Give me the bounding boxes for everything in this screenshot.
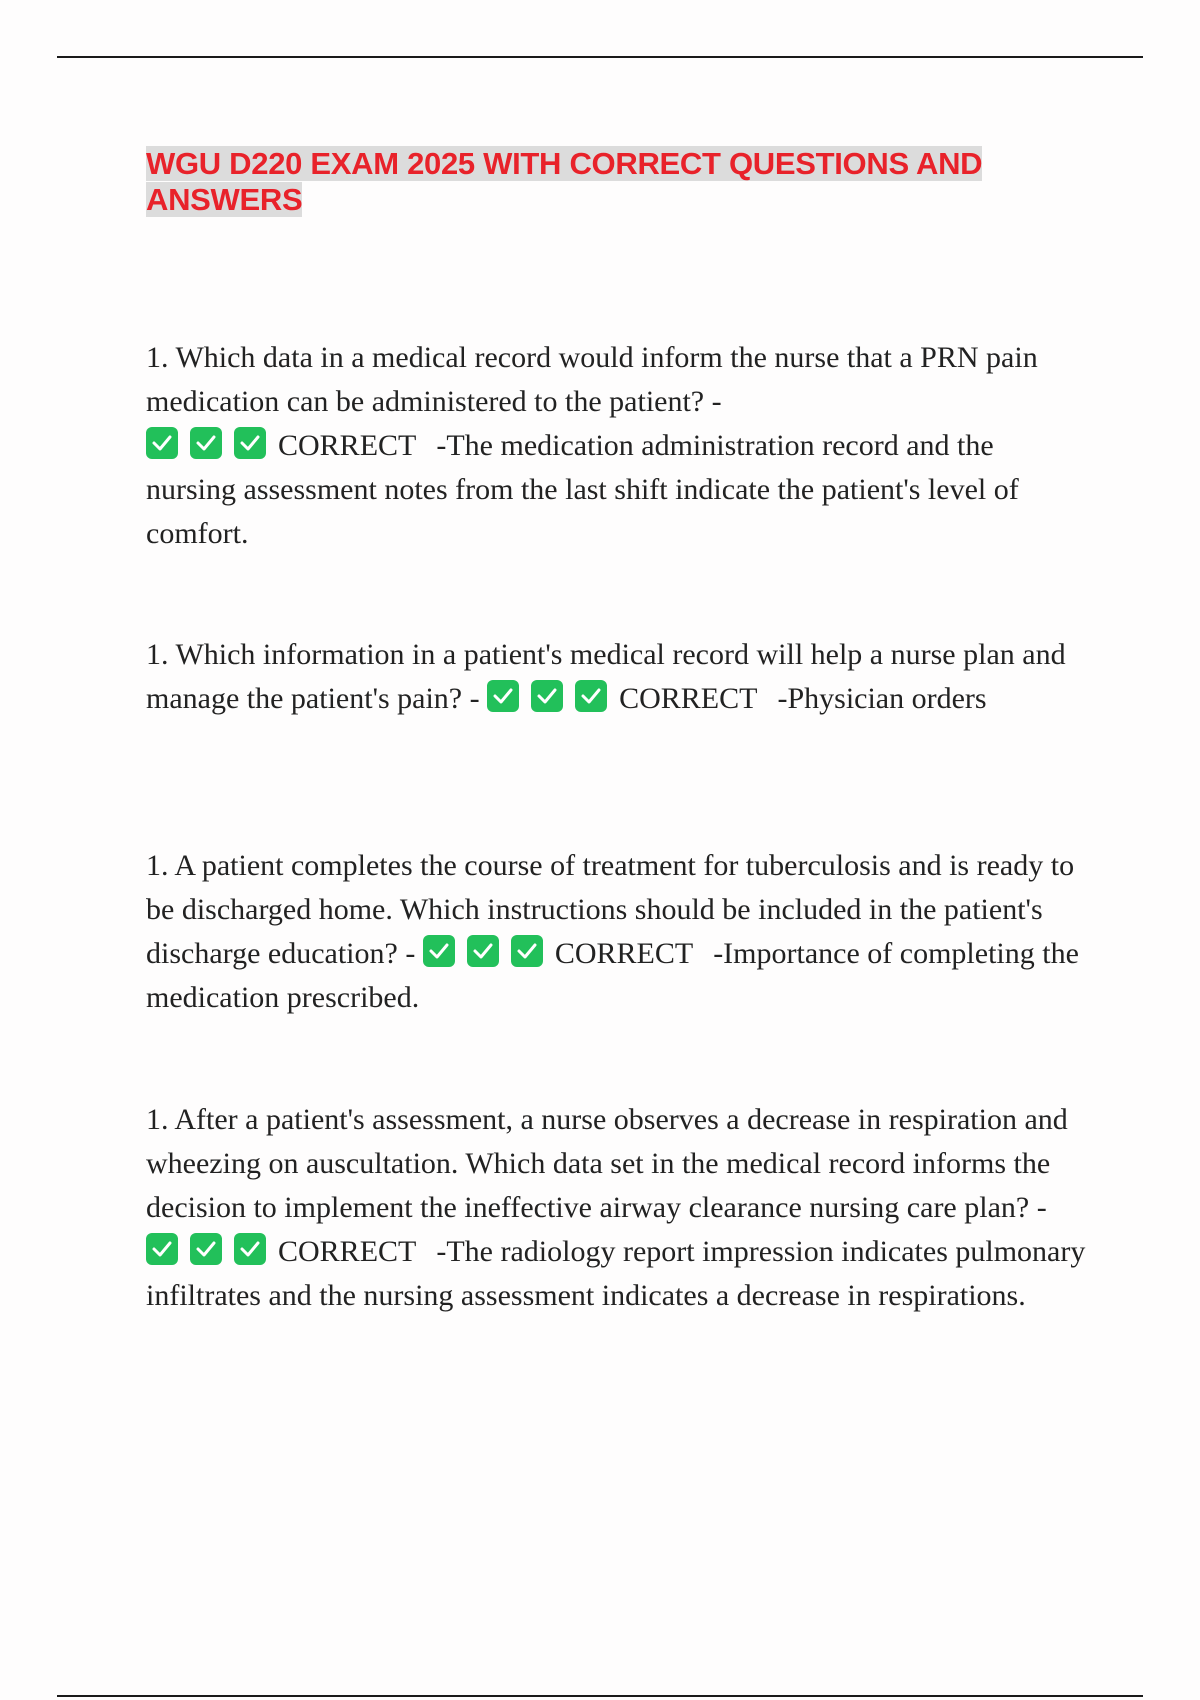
bottom-rule [57, 1695, 1143, 1697]
title-line-1: WGU D220 EXAM 2025 WITH CORRECT QUESTIONS AND [146, 146, 983, 181]
correct-label: CORRECT [554, 937, 694, 970]
qa-item-1 [146, 336, 1091, 556]
question-text: 1. A patient completes the course of treatment for tuberculosis and is ready to be discharged home. Which instructions should be included in the patient's discharge education? - [146, 849, 1075, 970]
document-title [146, 146, 1046, 218]
top-rule [57, 56, 1143, 58]
check-icon [190, 427, 222, 459]
qa-item-2 [146, 633, 1091, 721]
answer-text: -Physician orders [777, 682, 987, 715]
check-icon [234, 1233, 266, 1265]
check-icon [146, 1233, 178, 1265]
correct-label: CORRECT [278, 429, 417, 462]
check-icon [531, 680, 563, 712]
qa-item-4 [146, 1098, 1091, 1318]
title-line-2: ANSWERS [146, 182, 303, 217]
answer-text: -The medication administration record and the nursing assessment notes from the last shift indicate the patient's level of comfort. [146, 429, 1019, 550]
correct-label: CORRECT [278, 1235, 417, 1268]
qa-item-3 [146, 844, 1091, 1020]
check-icon [146, 427, 178, 459]
check-icon [575, 680, 607, 712]
check-icon [511, 935, 543, 967]
check-icon [467, 935, 499, 967]
check-icon [190, 1233, 222, 1265]
answer-text: -The radiology report impression indicates pulmonary infiltrates and the nursing assessment indicates a decrease in respirations. [146, 1235, 1086, 1312]
question-text: 1. After a patient's assessment, a nurse observes a decrease in respiration and wheezing on auscultation. Which data set in the medical record informs the decision to implement the ineffective airway clearance nursing care plan? - [146, 1103, 1068, 1224]
answer-text: -Importance of completing the medication prescribed. [146, 937, 1079, 1014]
check-icon [234, 427, 266, 459]
check-icon [487, 680, 519, 712]
correct-label: CORRECT [619, 682, 758, 715]
question-text: 1. Which data in a medical record would inform the nurse that a PRN pain medication can be administered to the patient? - [146, 341, 1038, 418]
check-icon [423, 935, 455, 967]
question-text: 1. Which information in a patient's medical record will help a nurse plan and manage the patient's pain? - [146, 638, 1066, 715]
